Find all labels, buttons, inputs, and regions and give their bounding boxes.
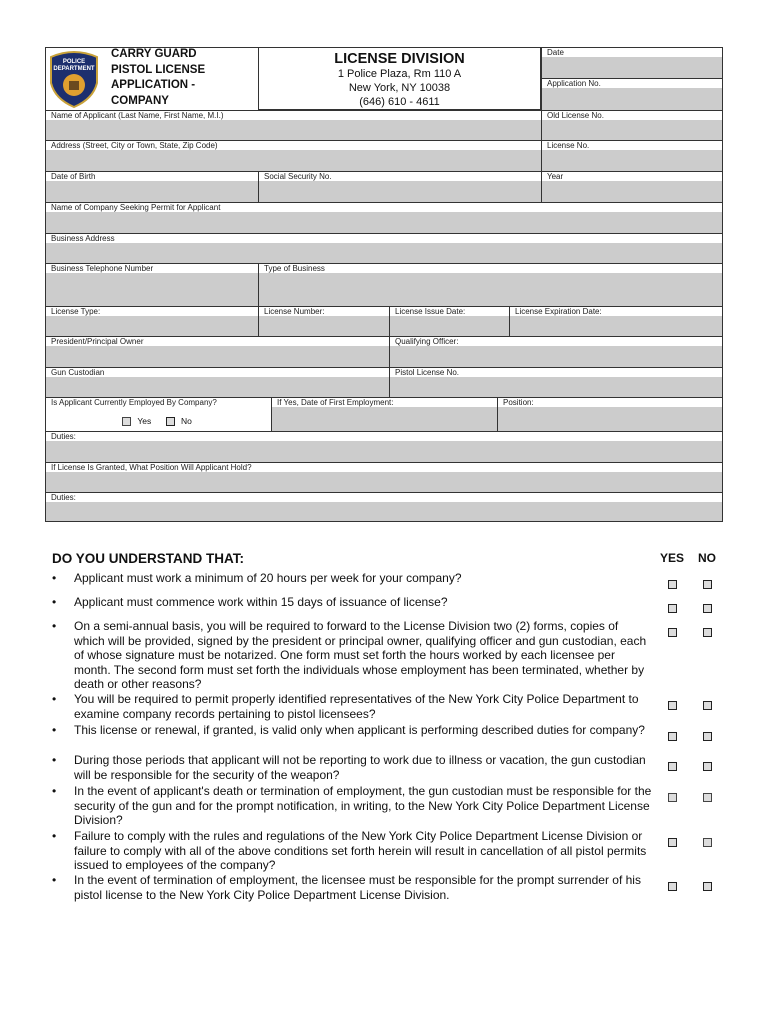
q7-no-checkbox[interactable] bbox=[703, 793, 712, 802]
q7-yes-checkbox[interactable] bbox=[668, 793, 677, 802]
bullet: • bbox=[52, 692, 57, 706]
q9-yes-checkbox[interactable] bbox=[668, 882, 677, 891]
division-phone: (646) 610 - 4611 bbox=[359, 96, 440, 108]
question-text: On a semi-annual basis, you will be required to forward to the License Division two (2) forms, copies of which will be provided, signed by the president or principal owner, qualifying officer and gun custodian, each of whose signature must be notarized. One form must set forth the hours worked by each licensee per month. The second form must set forth the individuals whose employment has been terminated, whether by death or other reasons? bbox=[74, 619, 647, 691]
field-label: Social Security No. bbox=[259, 172, 541, 181]
field-label: Name of Applicant (Last Name, First Name, M.I.) bbox=[46, 111, 541, 120]
question-text: Applicant must commence work within 15 days of issuance of license? bbox=[74, 595, 448, 609]
ssn-field[interactable] bbox=[258, 171, 542, 203]
question-item bbox=[52, 619, 652, 692]
question-item bbox=[52, 723, 652, 738]
bullet: • bbox=[52, 595, 57, 609]
question-text: During those periods that applicant will not be reporting to work due to illness or vacation, the gun custodian will be responsible for the security of the weapon? bbox=[74, 753, 646, 782]
field-label: Date of Birth bbox=[46, 172, 258, 181]
question-item bbox=[52, 571, 652, 586]
field-label: License No. bbox=[542, 141, 722, 150]
field-label: Business Telephone Number bbox=[46, 264, 258, 273]
business-address-field[interactable] bbox=[45, 233, 723, 264]
field-label: License Number: bbox=[259, 307, 389, 316]
questions-heading: DO YOU UNDERSTAND THAT: bbox=[52, 551, 244, 566]
q8-no-checkbox[interactable] bbox=[703, 838, 712, 847]
q2-yes-checkbox[interactable] bbox=[668, 604, 677, 613]
president-field[interactable] bbox=[45, 336, 390, 368]
form-title-line: COMPANY bbox=[111, 94, 169, 107]
license-type-field[interactable] bbox=[45, 306, 259, 337]
yes-column-header: YES bbox=[660, 551, 685, 565]
field-label: Is Applicant Currently Employed By Company? bbox=[46, 398, 271, 407]
date-field[interactable] bbox=[541, 47, 723, 79]
question-item bbox=[52, 595, 652, 610]
business-phone-field[interactable] bbox=[45, 263, 259, 307]
field-label: Date bbox=[542, 48, 722, 57]
question-text: Applicant must work a minimum of 20 hours per week for your company? bbox=[74, 571, 462, 585]
old-license-field[interactable] bbox=[541, 110, 723, 141]
field-label: Name of Company Seeking Permit for Applicant bbox=[46, 203, 722, 212]
bullet: • bbox=[52, 873, 57, 887]
no-label: No bbox=[181, 416, 192, 426]
license-number-field[interactable] bbox=[258, 306, 390, 337]
field-label: License Type: bbox=[46, 307, 258, 316]
q5-yes-checkbox[interactable] bbox=[668, 732, 677, 741]
question-text: This license or renewal, if granted, is valid only when applicant is performing described duties for company? bbox=[74, 723, 645, 737]
duties-field[interactable] bbox=[45, 431, 723, 463]
bullet: • bbox=[52, 753, 57, 767]
svg-text:POLICE: POLICE bbox=[62, 59, 86, 65]
application-no-field[interactable] bbox=[541, 78, 723, 111]
form-title-line: CARRY GUARD bbox=[111, 48, 197, 60]
field-label: License Issue Date: bbox=[390, 307, 509, 316]
field-label: Business Address bbox=[46, 234, 722, 243]
question-text: You will be required to permit properly identified representatives of the New York City Police Department to examine company records pertaining to pistol licensees? bbox=[74, 692, 639, 721]
future-position-field[interactable] bbox=[45, 462, 723, 493]
q4-yes-checkbox[interactable] bbox=[668, 701, 677, 710]
business-type-field[interactable] bbox=[258, 263, 723, 307]
question-item bbox=[52, 829, 652, 873]
field-label: Application No. bbox=[542, 79, 722, 88]
company-name-field[interactable] bbox=[45, 202, 723, 234]
qualifying-officer-field[interactable] bbox=[389, 336, 723, 368]
svg-text:DEPARTMENT: DEPARTMENT bbox=[53, 66, 95, 72]
field-label: License Expiration Date: bbox=[510, 307, 722, 316]
q3-no-checkbox[interactable] bbox=[703, 628, 712, 637]
bullet: • bbox=[52, 571, 57, 585]
form-title bbox=[111, 47, 205, 109]
field-label: Year bbox=[542, 172, 722, 181]
pistol-license-field[interactable] bbox=[389, 367, 723, 398]
question-item bbox=[52, 873, 652, 902]
field-label: Gun Custodian bbox=[46, 368, 389, 377]
division-address2: New York, NY 10038 bbox=[348, 82, 451, 94]
q6-no-checkbox[interactable] bbox=[703, 762, 712, 771]
q9-no-checkbox[interactable] bbox=[703, 882, 712, 891]
q1-yes-checkbox[interactable] bbox=[668, 580, 677, 589]
question-text: Failure to comply with the rules and regulations of the New York City Police Department License Division or failure to comply with all of the above conditions set forth herein will result in cancellation of all pistol permits issued to employees of the company? bbox=[74, 829, 647, 872]
field-label: President/Principal Owner bbox=[46, 337, 389, 346]
future-duties-field[interactable] bbox=[45, 492, 723, 522]
form-title-line: APPLICATION - bbox=[111, 79, 196, 91]
field-label: If Yes, Date of First Employment: bbox=[272, 398, 497, 407]
q8-yes-checkbox[interactable] bbox=[668, 838, 677, 847]
question-item bbox=[52, 753, 652, 782]
field-label: Duties: bbox=[46, 493, 722, 502]
year-field[interactable] bbox=[541, 171, 723, 203]
first-employment-date-field[interactable] bbox=[271, 397, 498, 432]
q4-no-checkbox[interactable] bbox=[703, 701, 712, 710]
field-label: If License Is Granted, What Position Will Applicant Hold? bbox=[46, 463, 722, 472]
dob-field[interactable] bbox=[45, 171, 259, 203]
division-address1: 1 Police Plaza, Rm 110 A bbox=[337, 68, 462, 80]
field-label: Position: bbox=[498, 398, 722, 407]
division-info bbox=[258, 47, 541, 110]
license-expiration-date-field[interactable] bbox=[509, 306, 723, 337]
form-title-line: PISTOL LICENSE bbox=[111, 63, 206, 76]
question-item bbox=[52, 692, 652, 721]
question-text: In the event of applicant's death or termination of employment, the gun custodian must be responsible for the security of the gun and for the prompt notification, in writing, to the New York City Police Department License Division? bbox=[74, 784, 652, 827]
field-label: Duties: bbox=[46, 432, 722, 441]
bullet: • bbox=[52, 723, 57, 737]
q1-no-checkbox[interactable] bbox=[703, 580, 712, 589]
field-label: Old License No. bbox=[542, 111, 722, 120]
license-issue-date-field[interactable] bbox=[389, 306, 510, 337]
no-column-header: NO bbox=[698, 551, 716, 565]
employed-no-checkbox[interactable] bbox=[166, 417, 175, 426]
field-label: Address (Street, City or Town, State, Zip Code) bbox=[46, 141, 541, 150]
q6-yes-checkbox[interactable] bbox=[668, 762, 677, 771]
bullet: • bbox=[52, 784, 57, 798]
applicant-name-field[interactable] bbox=[45, 110, 542, 141]
address-field[interactable] bbox=[45, 140, 542, 172]
question-text: In the event of termination of employment, the licensee must be responsible for the prompt surrender of his pistol license to the New York City Police Department License Division. bbox=[74, 873, 641, 902]
field-label: Type of Business bbox=[259, 264, 722, 273]
q3-yes-checkbox[interactable] bbox=[668, 628, 677, 637]
division-title: LICENSE DIVISION bbox=[334, 51, 465, 67]
position-field[interactable] bbox=[497, 397, 723, 432]
q2-no-checkbox[interactable] bbox=[703, 604, 712, 613]
field-label: Pistol License No. bbox=[390, 368, 722, 377]
question-item bbox=[52, 784, 652, 828]
field-label: Qualifying Officer: bbox=[390, 337, 722, 346]
license-no-field[interactable] bbox=[541, 140, 723, 172]
employed-yes-checkbox[interactable] bbox=[122, 417, 131, 426]
gun-custodian-field[interactable] bbox=[45, 367, 390, 398]
bullet: • bbox=[52, 829, 57, 843]
q5-no-checkbox[interactable] bbox=[703, 732, 712, 741]
employed-question bbox=[45, 397, 272, 432]
nypd-logo-icon bbox=[47, 49, 101, 109]
bullet: • bbox=[52, 619, 57, 633]
yes-label: Yes bbox=[137, 416, 152, 426]
